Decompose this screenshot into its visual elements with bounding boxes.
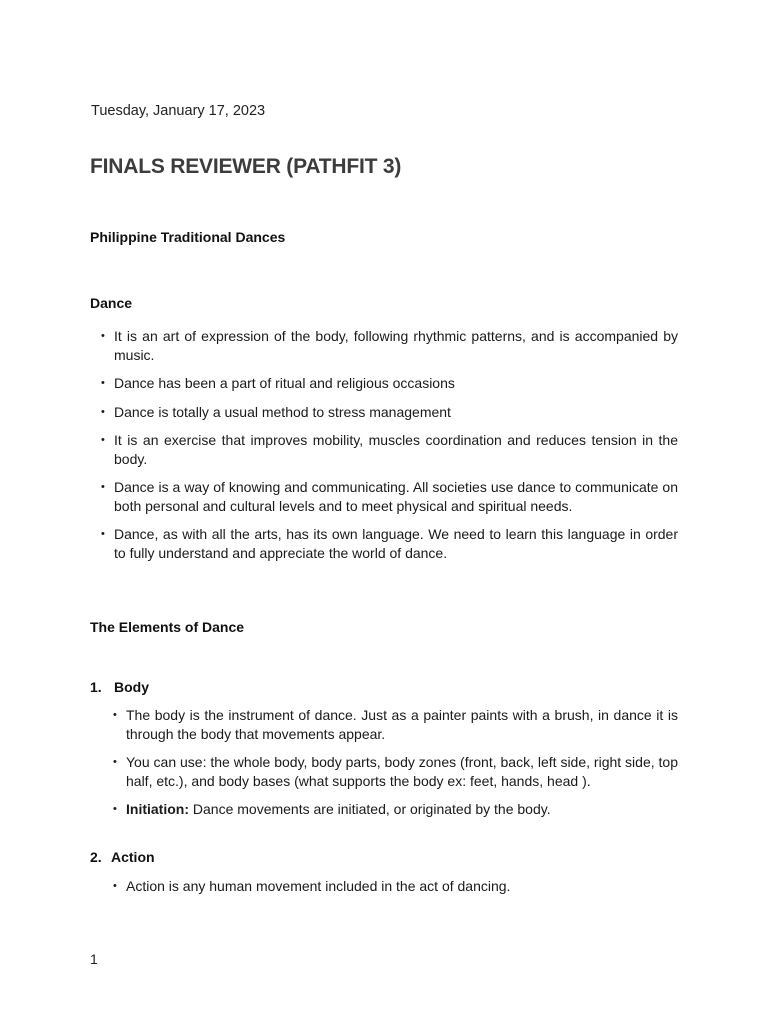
body-bullet-list	[113, 706, 678, 829]
element-label: Action	[111, 849, 155, 865]
document-title: FINALS REVIEWER (PATHFIT 3)	[90, 155, 402, 178]
action-bullet-list	[113, 877, 678, 906]
list-item: • It is an exercise that improves mobility, muscles coordination and reduces tension in the body.	[101, 431, 678, 468]
list-item: • Action is any human movement included in the act of dancing.	[113, 877, 678, 896]
list-item: • You can use: the whole body, body parts, body zones (front, back, left side, right side, top half, etc.), and body bases (what supports the body ex: feet, hands, head ).	[113, 753, 678, 790]
section-subtitle: Philippine Traditional Dances	[90, 229, 286, 245]
element-action-heading	[90, 849, 155, 865]
dance-bullet-list	[101, 327, 678, 572]
elements-heading: The Elements of Dance	[90, 619, 245, 635]
list-item: • Dance is a way of knowing and communicating. All societies use dance to communicate on both personal and cultural levels and to meet physical and spiritual needs.	[101, 478, 678, 515]
dance-heading: Dance	[90, 295, 133, 311]
element-body-heading	[90, 679, 149, 695]
list-item: • Dance has been a part of ritual and religious occasions	[101, 374, 678, 393]
list-item: • Dance is totally a usual method to stress management	[101, 403, 678, 422]
element-label: Body	[114, 679, 149, 695]
list-item: • The body is the instrument of dance. Just as a painter paints with a brush, in dance it is through the body that movements appear.	[113, 706, 678, 743]
list-item: • It is an art of expression of the body, following rhythmic patterns, and is accompanied by music.	[101, 327, 678, 364]
initiation-text: Dance movements are initiated, or originated by the body.	[189, 801, 551, 817]
initiation-label: Initiation:	[126, 801, 189, 817]
list-item: • Dance, as with all the arts, has its own language. We need to learn this language in order to fully understand and appreciate the world of dance.	[101, 525, 678, 562]
element-number: 2.	[90, 849, 102, 865]
element-number: 1.	[90, 679, 102, 695]
page-number: 1	[90, 951, 98, 967]
list-item-initiation	[113, 800, 678, 819]
document-date: Tuesday, January 17, 2023	[91, 103, 266, 119]
